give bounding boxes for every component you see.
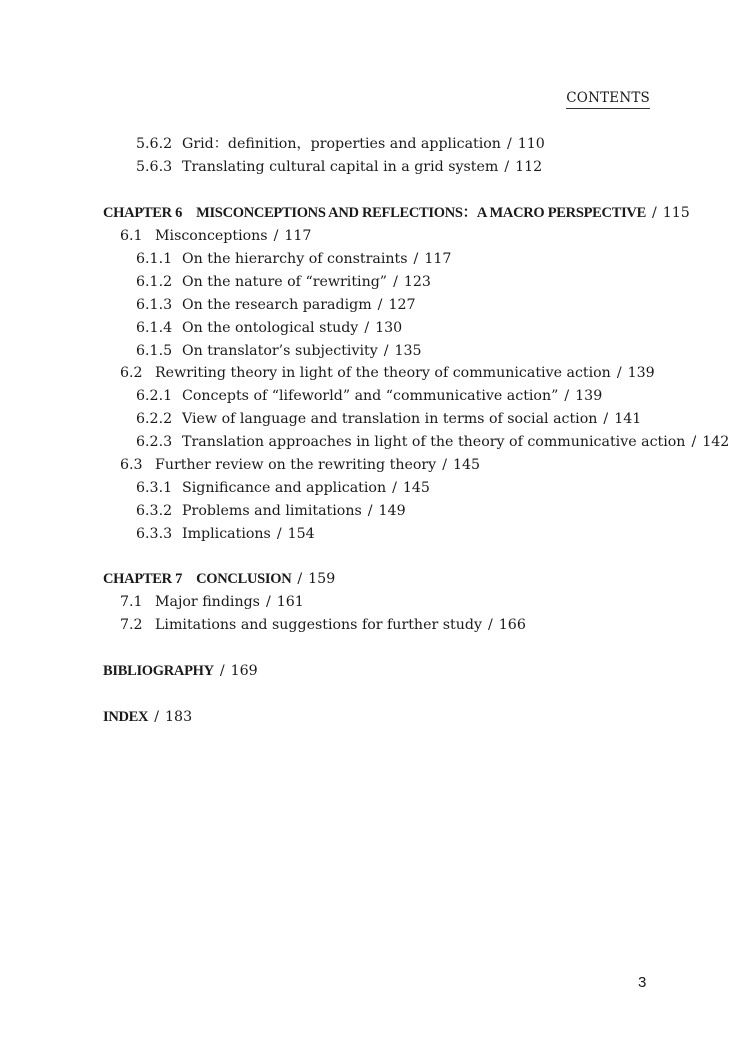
separator-slash: / [383, 343, 389, 359]
toc-subsection-entry [136, 340, 422, 363]
section-number: 5.6.2 [136, 136, 173, 152]
chapter-title: CONCLUSION [196, 571, 292, 587]
section-title: Implications [182, 526, 271, 542]
toc-section-entry [120, 614, 526, 637]
section-title: On the research paradigm [182, 297, 372, 313]
toc-page-number: 149 [378, 503, 406, 519]
page-number: 3 [638, 974, 647, 991]
separator-slash: / [487, 617, 493, 633]
section-number: 6.3.2 [136, 503, 173, 519]
separator-slash: / [364, 320, 370, 336]
toc-section-entry [120, 225, 311, 248]
toc-page-number: 110 [517, 136, 545, 152]
section-number: 6.2.2 [136, 411, 173, 427]
toc-subsection-entry [136, 431, 729, 454]
separator-slash: / [504, 159, 510, 175]
toc-page-number: 166 [498, 617, 526, 633]
toc-page-number: 169 [230, 663, 258, 679]
toc-page-number: 159 [308, 571, 336, 587]
separator-slash: / [691, 434, 697, 450]
toc-subsection-entry [136, 133, 545, 156]
toc-subsection-entry [136, 523, 315, 546]
section-title: Translating cultural capital in a grid system [182, 159, 499, 175]
toc-chapter-entry [103, 202, 690, 225]
separator-slash: / [564, 388, 570, 404]
section-number: 6.2.3 [136, 434, 173, 450]
toc-page-number: 123 [403, 274, 431, 290]
toc-page-number: 139 [627, 365, 655, 381]
toc-page-number: 139 [575, 388, 603, 404]
section-number: 6.3.1 [136, 480, 173, 496]
toc-page-number: 115 [662, 205, 690, 221]
section-title: On the hierarchy of constraints [182, 251, 408, 267]
section-title: Limitations and suggestions for further study [155, 617, 482, 633]
separator-slash: / [219, 663, 225, 679]
chapter-title: BIBLIOGRAPHY [103, 663, 214, 679]
toc-subsection-entry [136, 385, 602, 408]
chapter-title: INDEX [103, 709, 149, 725]
separator-slash: / [616, 365, 622, 381]
section-title: Misconceptions [155, 228, 268, 244]
toc-page-number: 135 [394, 343, 422, 359]
section-title: Translation approaches in light of the theory of communicative action [182, 434, 686, 450]
toc-page-number: 130 [375, 320, 403, 336]
section-title: Problems and limitations [182, 503, 362, 519]
section-title: On translator’s subjectivity [182, 343, 378, 359]
toc-chapter-entry [103, 706, 192, 729]
separator-slash: / [413, 251, 419, 267]
section-number: 7.2 [120, 617, 143, 633]
separator-slash: / [393, 274, 398, 290]
section-title: Grid：definition，properties and application [182, 136, 501, 152]
section-title: Concepts of “lifeworld” and “communicative action” [182, 388, 559, 404]
toc-subsection-entry [136, 317, 402, 340]
separator-slash: / [506, 136, 512, 152]
separator-slash: / [442, 457, 447, 473]
section-title: On the nature of “rewriting” [182, 274, 388, 290]
toc-subsection-entry [136, 477, 430, 500]
section-title: Rewriting theory in light of the theory of communicative action [155, 365, 611, 381]
toc-page-number: 141 [614, 411, 642, 427]
section-number: 6.1.3 [136, 297, 173, 313]
toc-section-entry [120, 362, 655, 385]
toc-subsection-entry [136, 294, 416, 317]
section-number: 7.1 [120, 594, 143, 610]
toc-subsection-entry [136, 271, 431, 294]
section-title: View of language and translation in terms of social action [182, 411, 598, 427]
separator-slash: / [273, 228, 279, 244]
chapter-title: MISCONCEPTIONS AND REFLECTIONS：A MACRO PERSPECTIVE [196, 205, 646, 221]
toc-subsection-entry [136, 156, 542, 179]
separator-slash: / [154, 709, 160, 725]
section-number: 6.1.2 [136, 274, 173, 290]
section-title: Major findings [155, 594, 260, 610]
separator-slash: / [377, 297, 383, 313]
toc-section-entry [120, 591, 304, 614]
toc-chapter-entry [103, 568, 335, 591]
chapter-number: CHAPTER 7 [103, 571, 183, 587]
section-number: 6.3 [120, 457, 143, 473]
toc-page-number: 154 [287, 526, 315, 542]
separator-slash: / [392, 480, 397, 496]
separator-slash: / [651, 205, 657, 221]
toc-page-number: 183 [165, 709, 193, 725]
separator-slash: / [603, 411, 609, 427]
toc-page-number: 117 [424, 251, 452, 267]
separator-slash: / [265, 594, 271, 610]
section-title: Significance and application [182, 480, 387, 496]
toc-page-number: 142 [702, 434, 730, 450]
toc-page-number: 145 [402, 480, 430, 496]
toc-subsection-entry [136, 500, 406, 523]
separator-slash: / [276, 526, 282, 542]
toc-page-number: 161 [276, 594, 304, 610]
running-header: CONTENTS [566, 90, 650, 109]
section-number: 6.2.1 [136, 388, 173, 404]
section-number: 5.6.3 [136, 159, 173, 175]
section-title: On the ontological study [182, 320, 359, 336]
section-title: Further review on the rewriting theory [155, 457, 437, 473]
toc-page-number: 127 [388, 297, 416, 313]
toc-page-number: 145 [452, 457, 481, 473]
section-number: 6.1.5 [136, 343, 173, 359]
section-number: 6.3.3 [136, 526, 173, 542]
section-number: 6.1.4 [136, 320, 173, 336]
toc-subsection-entry [136, 248, 451, 271]
separator-slash: / [367, 503, 373, 519]
section-number: 6.2 [120, 365, 143, 381]
toc-page-number: 117 [284, 228, 312, 244]
section-number: 6.1.1 [136, 251, 173, 267]
chapter-number: CHAPTER 6 [103, 205, 183, 221]
toc-section-entry [120, 454, 480, 477]
toc-subsection-entry [136, 408, 641, 431]
toc-chapter-entry [103, 660, 258, 683]
toc-page-number: 112 [515, 159, 543, 175]
section-number: 6.1 [120, 228, 143, 244]
separator-slash: / [297, 571, 303, 587]
